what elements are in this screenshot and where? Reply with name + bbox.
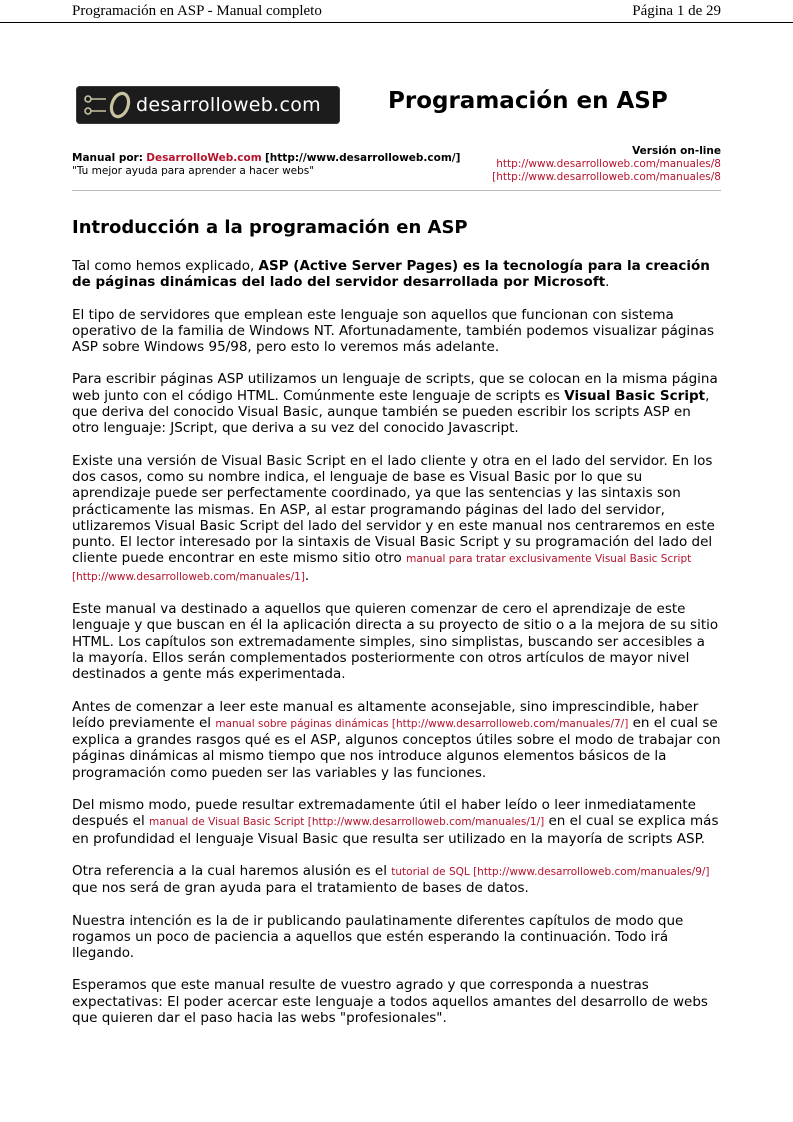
paragraph-text: en el cual se explica a grandes rasgos qué es el ASP, algunos conceptos útiles sobre el modo de trabajar con páginas dinámicas al mismo tiempo que nos introduce algunos elementos básicos de la programación como pueden ser las variables y las funciones. bbox=[72, 714, 721, 781]
online-version-url[interactable]: [http://www.desarrolloweb.com/manuales/8 bbox=[492, 171, 721, 183]
vbscript-manual-link[interactable]: manual para tratar exclusivamente Visual Basic Script [http://www.desarrolloweb.com/manuales/1] bbox=[72, 553, 692, 583]
paragraph-text: . bbox=[304, 567, 310, 584]
paragraph-6 bbox=[72, 699, 721, 781]
author-label: Manual por: bbox=[72, 152, 143, 164]
paragraph-text: . bbox=[605, 274, 610, 291]
paragraph-3 bbox=[72, 371, 721, 436]
page-title: Programación en ASP bbox=[388, 88, 668, 114]
paragraph-text: Otra referencia a la cual haremos alusión es el bbox=[72, 862, 392, 879]
desarrolloweb-logo[interactable] bbox=[76, 86, 340, 124]
author-name-link[interactable]: DesarrolloWeb.com bbox=[146, 152, 262, 164]
paragraph-text: Del mismo modo, puede resultar extremadamente útil el haber leído o leer inmediatamente después el bbox=[72, 797, 696, 830]
paragraph-7 bbox=[72, 797, 721, 847]
sql-tutorial-link[interactable]: tutorial de SQL [http://www.desarrolloweb.com/manuales/9/] bbox=[391, 865, 710, 878]
online-version-block bbox=[474, 145, 721, 184]
article-body bbox=[72, 216, 721, 1042]
manual-author-info bbox=[72, 152, 460, 178]
bold-text: ASP (Active Server Pages) es la tecnología para la creación de páginas dinámicas del lado del servidor desarrollada por Microsoft bbox=[72, 258, 710, 291]
paragraph-text: Antes de comenzar a leer este manual es altamente aconsejable, sino imprescindible, haber leído previamente el bbox=[72, 698, 699, 731]
online-version-label: Versión on-line bbox=[632, 145, 721, 157]
header-divider bbox=[72, 190, 721, 191]
paragraph-text: en el cual se explica más en profundidad el lenguaje Visual Basic que resulta ser utilizado en la mayoría de scripts ASP. bbox=[72, 813, 719, 847]
author-tagline: "Tu mejor ayuda para aprender a hacer webs" bbox=[72, 165, 315, 177]
paragraph-9: Nuestra intención es la de ir publicando paulatinamente diferentes capítulos de modo que rogamos un poco de paciencia a aquellos que estén esperando la continuación. Todo irá llegando. bbox=[72, 912, 684, 962]
paragraph-text: Tal como hemos explicado, bbox=[72, 258, 259, 274]
vbscript-manual-link-2[interactable]: manual de Visual Basic Script [http://www.desarrolloweb.com/manuales/1/] bbox=[149, 816, 545, 829]
paragraph-text: Existe una versión de Visual Basic Script en el lado cliente y otra en el lado del servidor. En los dos casos, como su nombre indica, el lenguaje de base es Visual Basic por lo que su aprendizaje puede ser perfectamente coordinado, ya que las sentencias y las sintaxis son prácticamente las mismas. En ASP, al estar programando páginas del lado del servidor, utlizaremos Visual Basic Script del lado del servidor y en este manual nos centraremos en este punto. El lector interesado por la sintaxis de Visual Basic Script y su programación del lado del cliente puede encontrar en este mismo sitio otro bbox=[72, 452, 715, 567]
paragraph-8 bbox=[72, 863, 721, 897]
header-document-title: Programación en ASP - Manual completo bbox=[72, 3, 322, 19]
author-url[interactable]: [http://www.desarrolloweb.com/] bbox=[265, 152, 461, 164]
paragraph-text: que nos será de gran ayuda para el tratamiento de bases de datos. bbox=[72, 880, 529, 897]
author-line bbox=[72, 152, 460, 165]
paragraph-text: Para escribir páginas ASP utilizamos un lenguaje de scripts, que se colocan en la misma página web junto con el código HTML. Comúnmente este lenguaje de scripts es bbox=[72, 371, 718, 404]
paragraph-5: Este manual va destinado a aquellos que quieren comenzar de cero el aprendizaje de este lenguaje y que buscan en él la aplicación directa a su proyecto de sitio o a la mejora de su sitio HTML. Los capítulos son extremadamente simples, sino simplistas, buscando ser accesibles a la mayoría. Ellos serán complementados posteriormente con otros artículos de mayor nivel destinados a gente más experimentada. bbox=[72, 601, 719, 683]
paragraph-10: Esperamos que este manual resulte de vuestro agrado y que corresponda a nuestras expectativas: El poder acercar este lenguaje a todos aquellos amantes del desarrollo de webs que quieren dar el paso hacia las webs "profesionales". bbox=[72, 977, 708, 1026]
paragraph-1 bbox=[72, 258, 721, 291]
logo-mark-icon bbox=[76, 86, 136, 124]
bold-text: Visual Basic Script bbox=[564, 387, 706, 404]
dynamic-pages-manual-link[interactable]: manual sobre páginas dinámicas [http://www.desarrolloweb.com/manuales/7/] bbox=[215, 717, 629, 730]
online-version-link[interactable]: http://www.desarrolloweb.com/manuales/8 bbox=[496, 158, 721, 170]
print-header bbox=[0, 0, 793, 23]
paragraph-4 bbox=[72, 453, 721, 585]
paragraph-2: El tipo de servidores que emplean este lenguaje son aquellos que funcionan con sistema operativo de la familia de Windows NT. Afortunadamente, también podemos visualizar páginas ASP sobre Windows 95/98, pero esto lo veremos más adelante. bbox=[72, 306, 715, 356]
section-title: Introducción a la programación en ASP bbox=[72, 217, 468, 238]
header-page-number: Página 1 de 29 bbox=[632, 3, 721, 19]
paragraph-text: , que deriva del conocido Visual Basic, aunque también se pueden escribir los scripts ASP en otro lenguaje: JScript, que deriva a su vez del conocido Javascript. bbox=[72, 387, 710, 437]
logo-text: desarrolloweb.com bbox=[136, 94, 321, 116]
